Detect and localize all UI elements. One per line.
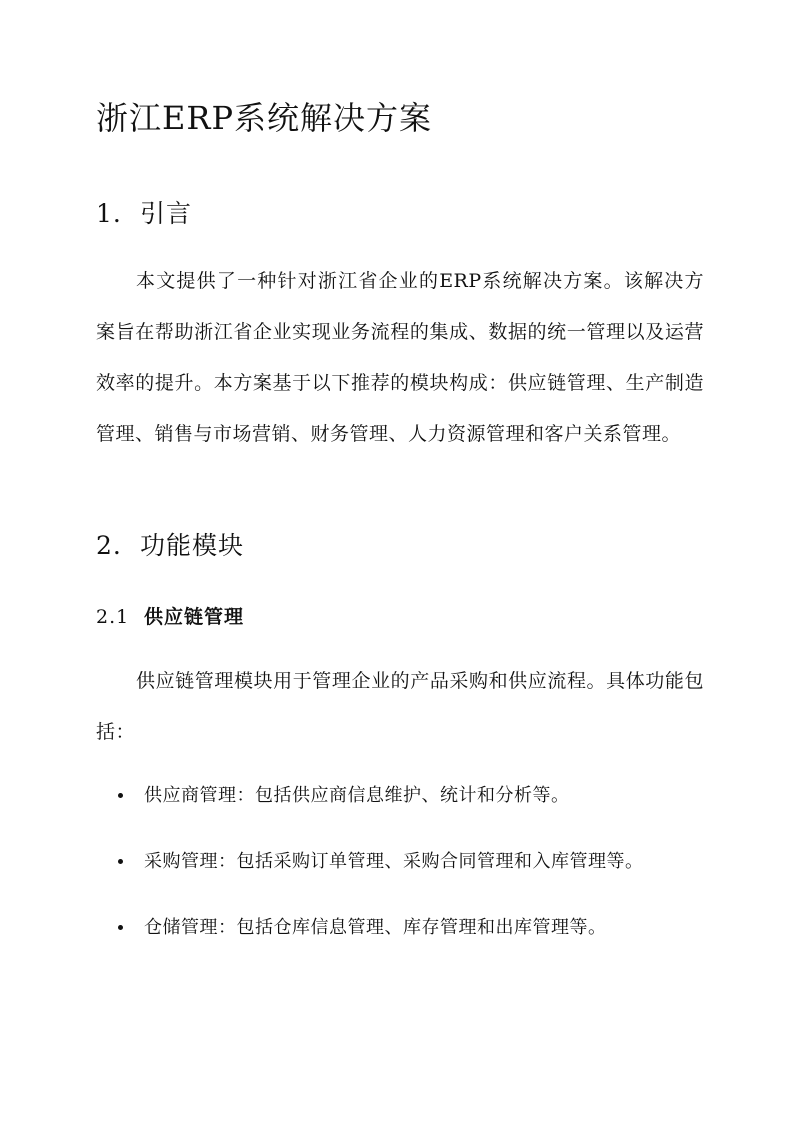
list-item bbox=[96, 900, 704, 956]
introduction-paragraph: 本文提供了一种针对浙江省企业的ERP系统解决方案。该解决方案旨在帮助浙江省企业实现业务流程的集成、数据的统一管理以及运营效率的提升。本方案基于以下推荐的模块构成：供应链管理、生产制造管理、销售与市场营销、财务管理、人力资源管理和客户关系管理。 bbox=[96, 270, 704, 445]
section-number: 2. bbox=[96, 531, 122, 560]
supply-chain-paragraph: 供应链管理模块用于管理企业的产品采购和供应流程。具体功能包括： bbox=[96, 670, 704, 743]
list-item bbox=[96, 768, 704, 824]
list-item-text: 采购管理：包括采购订单管理、采购合同管理和入库管理等。 bbox=[144, 851, 644, 872]
list-item-text: 仓储管理：包括仓库信息管理、库存管理和出库管理等。 bbox=[144, 917, 607, 938]
subsection-heading-supply-chain bbox=[96, 603, 244, 631]
bullet-icon bbox=[118, 793, 123, 798]
subsection-number: 2.1 bbox=[96, 606, 130, 628]
document-title: 浙江ERP系统解决方案 bbox=[96, 99, 432, 137]
section-heading-introduction bbox=[96, 196, 192, 232]
section-title: 引言 bbox=[140, 199, 193, 228]
section-heading-function-modules bbox=[96, 528, 244, 564]
section-number: 1. bbox=[96, 199, 122, 228]
subsection-title: 供应链管理 bbox=[144, 606, 245, 628]
section-title: 功能模块 bbox=[140, 531, 245, 560]
bullet-icon bbox=[118, 925, 123, 930]
supply-chain-feature-list bbox=[96, 768, 704, 966]
list-item-text: 供应商管理：包括供应商信息维护、统计和分析等。 bbox=[144, 785, 570, 806]
list-item bbox=[96, 834, 704, 890]
bullet-icon bbox=[118, 859, 123, 864]
